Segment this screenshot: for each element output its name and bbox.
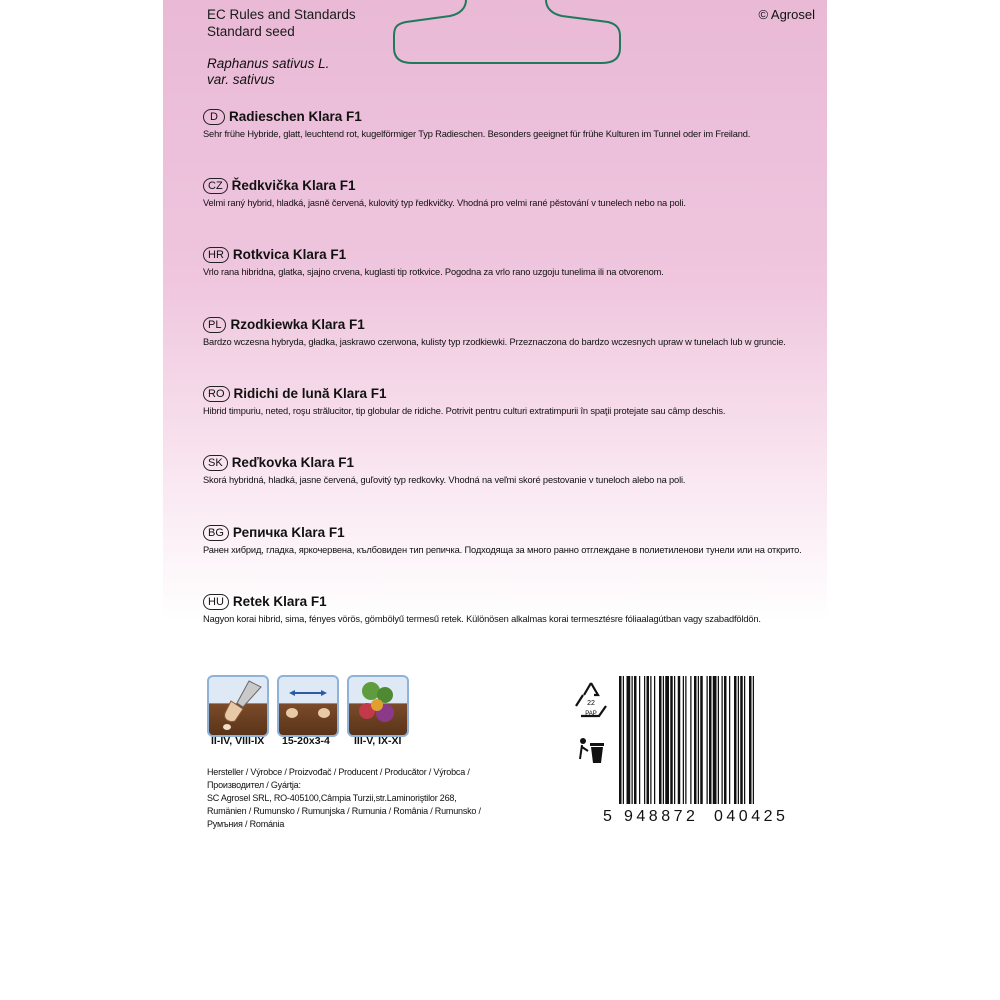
harvest-period-label: III-V, IX-XI	[354, 735, 402, 747]
barcode-bar	[678, 676, 681, 804]
language-badge: SK	[203, 455, 228, 471]
variety-description: Sehr frühe Hybride, glatt, leuchtend rot, kugelförmiger Typ Radieschen. Besonders geeignet für frühe Kulturen im Tunnel oder im Freiland.	[203, 129, 751, 139]
manufacturer-info	[207, 766, 517, 831]
variety-title: Reďkovka Klara F1	[231, 455, 354, 470]
barcode-bar	[659, 676, 662, 804]
variety-title: Radieschen Klara F1	[229, 109, 362, 124]
sowing-icon	[207, 675, 269, 737]
language-badge: RO	[203, 386, 230, 402]
barcode-bar	[724, 676, 727, 804]
language-badge: HR	[203, 247, 229, 263]
barcode-bar	[734, 676, 737, 804]
barcode-bar	[683, 676, 684, 804]
barcode-bar	[713, 676, 717, 804]
spacing-label: 15-20x3-4	[282, 735, 330, 747]
section-hr	[203, 245, 803, 279]
barcode-bar	[634, 676, 637, 804]
barcode-bar	[654, 676, 655, 804]
barcode-bar	[619, 676, 622, 804]
standard-seed-line: Standard seed	[207, 24, 295, 39]
barcode-bar	[749, 676, 752, 804]
section-pl	[203, 315, 803, 349]
barcode-bar	[639, 676, 640, 804]
barcode-bar	[718, 676, 719, 804]
cultivation-icons	[207, 675, 409, 737]
species-line-1: Raphanus sativus L.	[207, 56, 330, 71]
barcode-bar	[729, 676, 730, 804]
section-cz	[203, 176, 803, 210]
barcode-bar	[698, 676, 699, 804]
barcode-first-digit: 5	[603, 808, 612, 825]
barcode-bar	[700, 676, 703, 804]
barcode-bar	[663, 676, 664, 804]
barcode-bar	[690, 676, 691, 804]
barcode-bar	[722, 676, 723, 804]
barcode-bar	[674, 676, 675, 804]
barcode-bar	[709, 676, 712, 804]
barcode-bar	[647, 676, 650, 804]
language-badge: CZ	[203, 178, 228, 194]
language-badge: D	[203, 109, 225, 125]
section-de	[203, 107, 803, 141]
copyright: © Agrosel	[758, 7, 815, 22]
variety-title: Репичка Klara F1	[232, 525, 345, 540]
harvest-icon	[347, 675, 409, 737]
variety-title: Rotkvica Klara F1	[232, 247, 347, 262]
sowing-period-label: II-IV, VIII-IX	[211, 735, 265, 747]
variety-description: Skorá hybridná, hladká, jasne červená, guľovitý typ redkovky. Vhodná na veľmi skoré pestovanie v tuneloch alebo na poli.	[203, 475, 686, 485]
variety-title: Ridichi de lună Klara F1	[233, 386, 387, 401]
language-badge: BG	[203, 525, 229, 541]
ec-rules-line: EC Rules and Standards	[207, 7, 356, 22]
variety-title: Retek Klara F1	[232, 594, 327, 609]
variety-title: Rzodkiewka Klara F1	[230, 317, 365, 332]
ec-rules-header	[207, 6, 356, 40]
manufacturer-line-3: Rumänien / Rumunsko / Rumunjska / Rumunia / România / Rumunsko / Румъния / Románia	[207, 806, 481, 829]
manufacturer-line-1: Hersteller / Výrobce / Proizvođač / Producent / Producător / Výrobca / Производител / Gyártja:	[207, 767, 470, 790]
barcode-bar	[644, 676, 645, 804]
barcode-left-digits: 948872	[624, 808, 699, 825]
barcode-bar	[632, 676, 633, 804]
barcode-bar	[738, 676, 739, 804]
barcode	[617, 676, 795, 822]
barcode-bar	[685, 676, 686, 804]
species-name	[207, 56, 329, 88]
language-badge: PL	[203, 317, 226, 333]
barcode-bar	[627, 676, 631, 804]
variety-description: Nagyon korai hibrid, sima, fényes vörös, gömbölyű termesű retek. Különösen alkalmas korai termesztésre fóliaalagútban vagy szabadföldön.	[203, 614, 761, 624]
section-sk	[203, 453, 803, 487]
trash-bin-icon	[576, 735, 608, 765]
variety-title: Ředkvička Klara F1	[231, 178, 356, 193]
seed-packet-back	[163, 0, 827, 1000]
species-line-2: var. sativus	[207, 72, 275, 87]
variety-description: Velmi raný hybrid, hladká, jasně červená, kulovitý typ ředkvičky. Vhodná pro velmi rané pěstování v tunelech nebo na poli.	[203, 198, 686, 208]
barcode-right-digits: 040425	[714, 808, 789, 825]
barcode-bar	[740, 676, 743, 804]
barcode-bar	[623, 676, 624, 804]
barcode-bar	[744, 676, 745, 804]
hang-hole-outline	[380, 0, 633, 69]
variety-description: Hibrid timpuriu, neted, roşu strălucitor, tip globular de ridiche. Potrivit pentru culturi extratimpurii în spaţii protejate sau câmp deschis.	[203, 406, 726, 416]
barcode-bar	[753, 676, 754, 804]
barcode-bar	[707, 676, 708, 804]
variety-description: Ранен хибрид, гладка, яркочервена, кълбовиден тип репичка. Подходяща за много ранно отглеждане в полиетиленови тунели или на открито.	[203, 545, 802, 555]
barcode-bar	[665, 676, 669, 804]
variety-description: Vrlo rana hibridna, glatka, sjajno crvena, kuglasti tip rotkvice. Pogodna za vrlo rano uzgoju tunelima ili na otvorenom.	[203, 267, 664, 277]
recycle-label: PAP	[585, 711, 597, 717]
language-badge: HU	[203, 594, 229, 610]
recycle-icon	[573, 680, 609, 718]
section-bg	[203, 523, 803, 557]
section-hu	[203, 592, 803, 626]
section-ro	[203, 384, 803, 418]
recycle-code: 22	[587, 700, 595, 707]
barcode-bar	[650, 676, 651, 804]
spacing-icon	[277, 675, 339, 737]
barcode-bar	[670, 676, 673, 804]
manufacturer-line-2: SC Agrosel SRL, RO-405100,Câmpia Turzii,str.Laminoriştilor 268,	[207, 793, 457, 803]
variety-description: Bardzo wczesna hybryda, gładka, jaskrawo czerwona, kulisty typ rzodkiewki. Przeznaczona do bardzo wczesnych upraw w tunelach lub w gruncie.	[203, 337, 786, 347]
barcode-bar	[694, 676, 697, 804]
